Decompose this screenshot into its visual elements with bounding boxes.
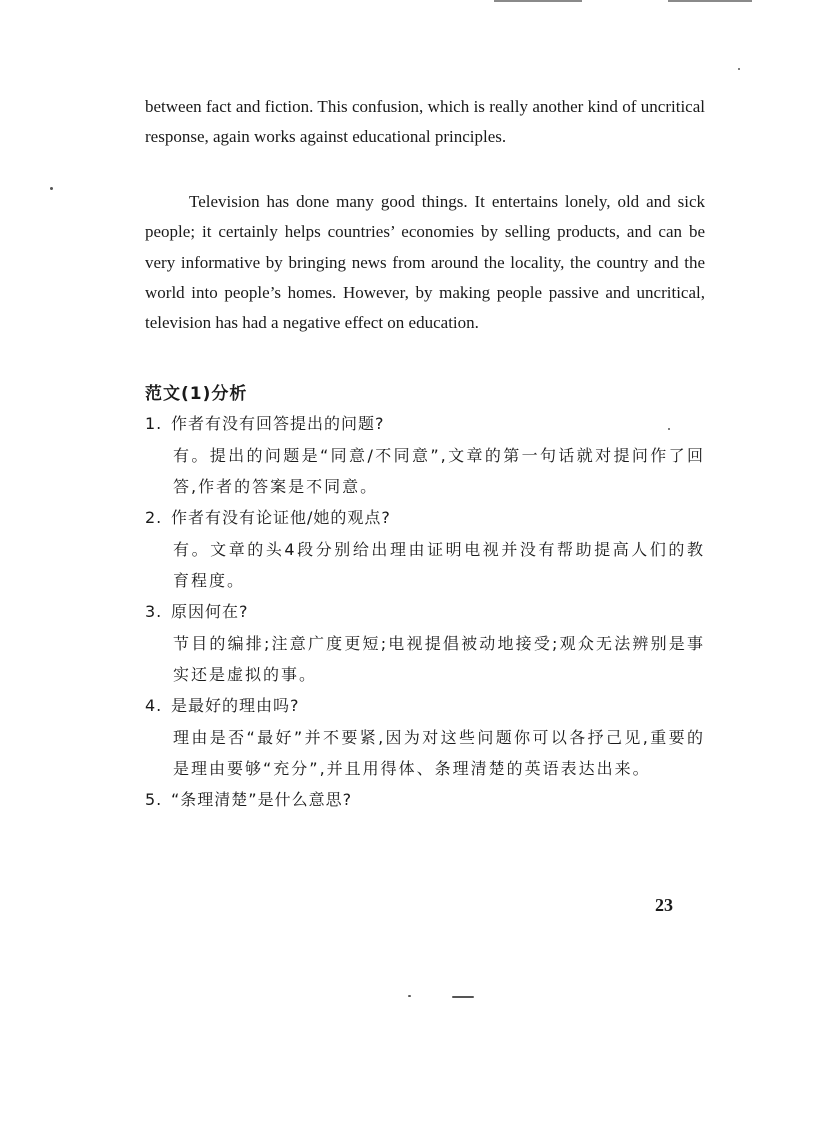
analysis-list (145, 408, 705, 816)
scan-edge-mark (668, 0, 752, 2)
answer-text: 有。提出的问题是“同意/不同意”,文章的第一句话就对提问作了回答,作者的答案是不同意。 (173, 445, 705, 496)
question (145, 784, 705, 816)
page-body (145, 92, 705, 816)
page-number: 23 (655, 895, 673, 915)
question-text: 作者有没有论证他/她的观点? (171, 507, 391, 527)
question (145, 690, 705, 722)
question-text: 作者有没有回答提出的问题? (171, 413, 385, 433)
question-number: 3. (145, 601, 163, 621)
question-text: 是最好的理由吗? (171, 695, 300, 715)
paragraph-conclusion: Television has done many good things. It entertains lonely, old and sick people; it certainly helps countries’ economies by selling products, and can be very informative by bringing news from around the locality, the country and the world into people’s homes. However, by making people passive and uncritical, television has had a negative effect on education. (145, 191, 705, 333)
analysis-heading: 范文(1)分析 (145, 383, 248, 404)
scan-speck (668, 428, 670, 430)
paragraph-continuation: between fact and fiction. This confusion, which is really another kind of uncritical response, again works against educational principles. (145, 97, 705, 147)
question-text: 原因何在? (171, 601, 249, 621)
question-number: 2. (145, 507, 163, 527)
question (145, 502, 705, 534)
analysis-item-5 (145, 784, 705, 816)
analysis-item-2 (145, 502, 705, 596)
analysis-item-1 (145, 408, 705, 502)
question-number: 5. (145, 789, 163, 809)
analysis-item-3 (145, 596, 705, 690)
scan-speck (408, 995, 411, 997)
scan-speck (50, 187, 53, 190)
answer-text: 有。文章的头4段分别给出理由证明电视并没有帮助提高人们的教育程度。 (173, 539, 705, 590)
scan-speck (452, 996, 474, 998)
question-number: 1. (145, 413, 163, 433)
question-text: “条理清楚”是什么意思? (171, 789, 353, 809)
scan-speck (738, 68, 740, 70)
question-number: 4. (145, 695, 163, 715)
scan-edge-mark (494, 0, 582, 2)
answer-text: 节目的编排;注意广度更短;电视提倡被动地接受;观众无法辨别是事实还是虚拟的事。 (173, 633, 705, 684)
answer-text: 理由是否“最好”并不要紧,因为对这些问题你可以各抒己见,重要的是理由要够“充分”,并且用得体、条理清楚的英语表达出来。 (173, 727, 705, 778)
question (145, 408, 705, 440)
analysis-item-4 (145, 690, 705, 784)
question (145, 596, 705, 628)
